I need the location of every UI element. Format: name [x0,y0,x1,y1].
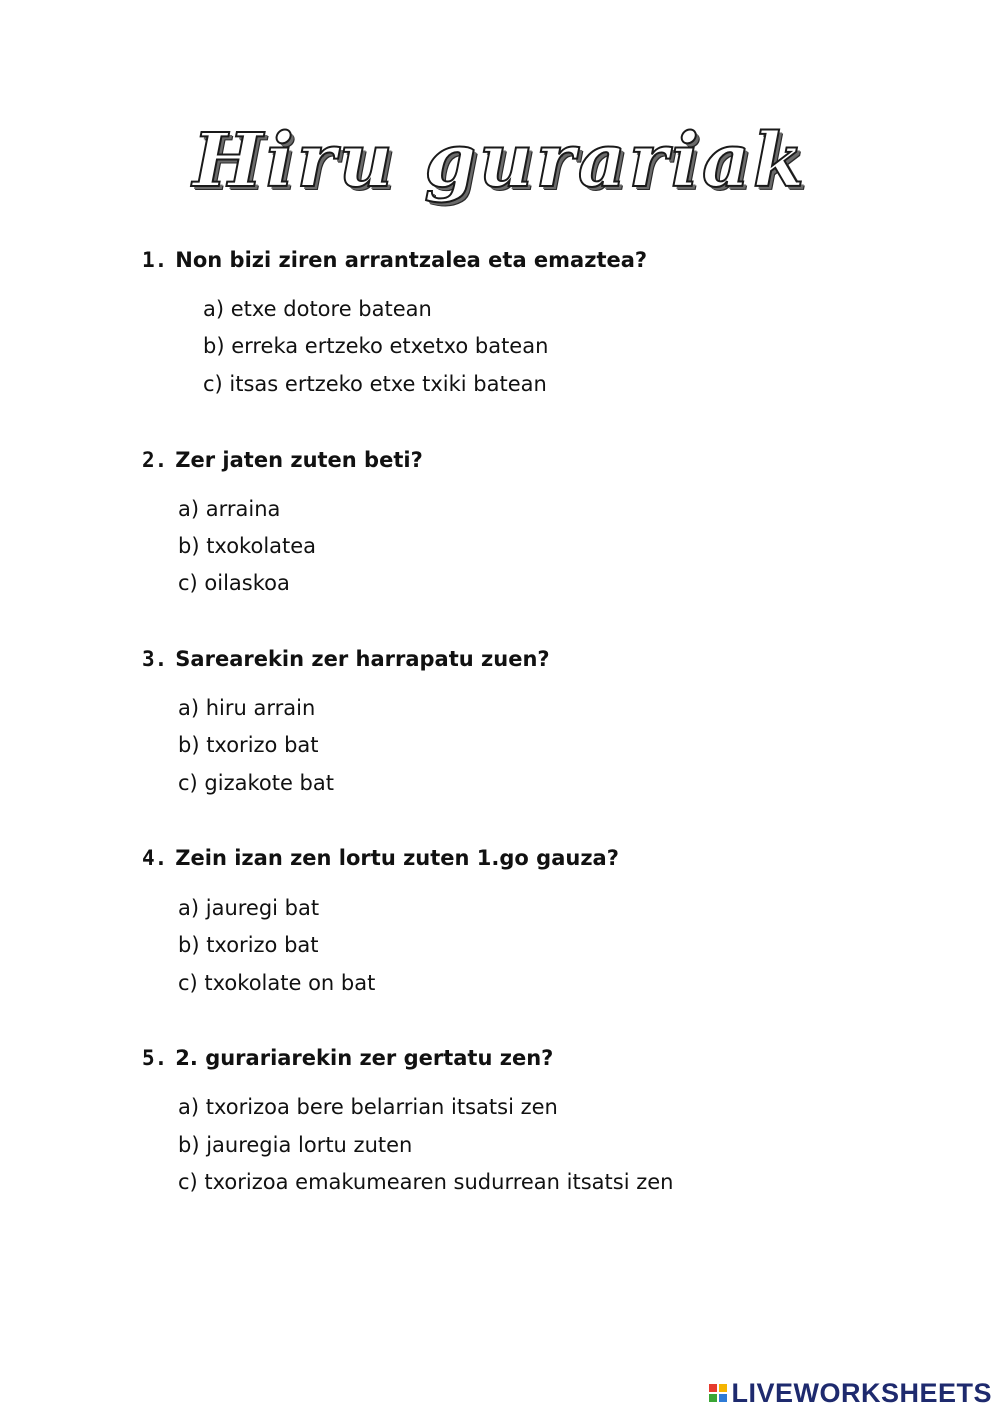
question-number: 5. [142,1046,168,1070]
question-4 [142,846,619,870]
question-number: 4. [142,846,168,870]
option-5b: b) jauregia lortu zuten [178,1133,413,1157]
question-1 [142,248,647,272]
logo-square [719,1394,727,1402]
logo-text: LIVEWORKSHEETS [731,1377,992,1408]
logo-square [719,1384,727,1392]
worksheet-title: Hiru gurariak [192,118,808,204]
option-3b: b) txorizo bat [178,733,319,757]
option-4c: c) txokolate on bat [178,971,376,995]
option-3c: c) gizakote bat [178,771,334,795]
question-2 [142,448,423,472]
question-number: 1. [142,248,168,272]
question-text: Zein izan zen lortu zuten 1.go gauza? [175,846,619,870]
question-text: Sarearekin zer harrapatu zuen? [175,647,550,671]
question-5 [142,1046,553,1070]
option-3a: a) hiru arrain [178,696,316,720]
question-number: 2. [142,448,168,472]
option-1a: a) etxe dotore batean [203,297,432,321]
question-number: 3. [142,647,168,671]
option-4b: b) txorizo bat [178,933,319,957]
liveworksheets-logo[interactable] [709,1377,992,1409]
question-3 [142,647,550,671]
option-2c: c) oilaskoa [178,571,290,595]
option-2b: b) txokolatea [178,534,317,558]
option-2a: a) arraina [178,497,281,521]
question-text: Zer jaten zuten beti? [175,448,423,472]
option-5c: c) txorizoa emakumearen sudurrean itsatsi zen [178,1170,674,1194]
logo-squares-icon [709,1384,727,1402]
question-text: 2. gurariarekin zer gertatu zen? [175,1046,554,1070]
option-4a: a) jauregi bat [178,896,320,920]
question-text: Non bizi ziren arrantzalea eta emaztea? [175,248,648,272]
logo-square [709,1394,717,1402]
logo-square [709,1384,717,1392]
option-1c: c) itsas ertzeko etxe txiki batean [203,372,547,396]
option-1b: b) erreka ertzeko etxetxo batean [203,334,549,358]
option-5a: a) txorizoa bere belarrian itsatsi zen [178,1095,558,1119]
